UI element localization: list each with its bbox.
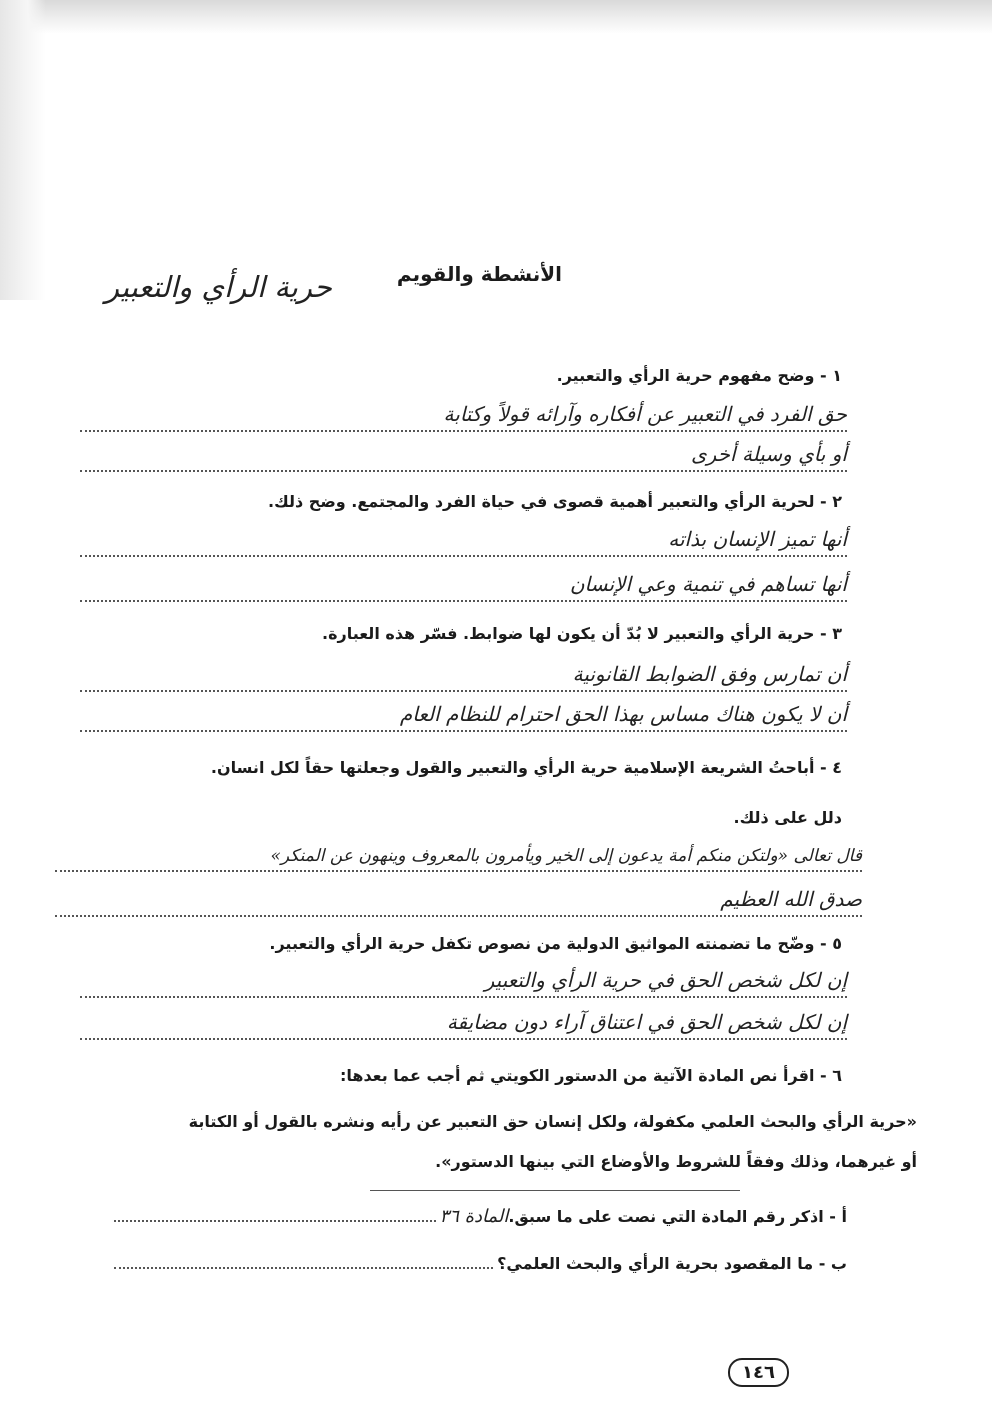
sub-question-b <box>110 1254 847 1273</box>
scan-edge-shadow <box>0 0 992 34</box>
constitution-quote-line-1: «حرية الرأي والبحث العلمي مكفولة، ولكل إنسان حق التعبير عن رأيه ونشره بالقول أو الكتابة <box>188 1112 917 1131</box>
constitution-quote-line-2: أو غيرهما، وذلك وفقاً للشروط والأوضاع التي بينها الدستور». <box>435 1152 917 1171</box>
answer-line <box>80 660 847 692</box>
handwritten-answer: إن لكل شخص الحق في حرية الرأي والتعبير <box>484 968 847 992</box>
handwritten-answer: إن لكل شخص الحق في اعتناق آراء دون مضايقة <box>446 1010 847 1034</box>
scan-edge-left-shadow <box>0 0 46 300</box>
handwritten-answer: أن لا يكون هناك مساس بهذا الحق احترام للنظام العام <box>399 702 847 726</box>
answer-line <box>80 440 847 472</box>
handwritten-title: حرية الرأي والتعبير <box>105 270 332 304</box>
answer-line <box>80 400 847 432</box>
handwritten-answer: أنها تساهم في تنمية وعي الإنسان <box>569 572 847 596</box>
answer-line <box>80 966 847 998</box>
divider <box>370 1190 740 1191</box>
handwritten-answer: صدق الله العظيم <box>720 887 862 911</box>
page-number: ١٤٦ <box>728 1358 789 1387</box>
question-1: ١ - وضح مفهوم حرية الرأي والتعبير. <box>556 366 842 385</box>
handwritten-answer: المادة ٣٦ <box>439 1206 509 1227</box>
question-6: ٦ - اقرأ نص المادة الآتية من الدستور الكويتي ثم أجب عما بعدها: <box>339 1066 842 1085</box>
sub-question-a <box>110 1206 847 1227</box>
answer-line <box>80 570 847 602</box>
handwritten-answer: أنها تميز الإنسان بذاته <box>668 527 847 551</box>
sub-question-b-text: ب - ما المقصود بحرية الرأي والبحث العلمي؟ <box>497 1254 847 1273</box>
question-3: ٣ - حرية الرأي والتعبير لا بُدّ أن يكون لها ضوابط. فسّر هذه العبارة. <box>322 624 842 643</box>
question-5: ٥ - وضّح ما تضمنته المواثيق الدولية من نصوص تكفل حرية الرأي والتعبير. <box>269 934 842 953</box>
handwritten-answer: أو بأي وسيلة أخرى <box>690 442 847 466</box>
handwritten-answer: حق الفرد في التعبير عن أفكاره وآرائه قولاً وكتابة <box>443 402 847 426</box>
handwritten-answer: قال تعالى «ولتكن منكم أمة يدعون إلى الخير ويأمرون بالمعروف وينهون عن المنكر» <box>270 846 862 866</box>
question-4: ٤ - أباحتُ الشريعة الإسلامية حرية الرأي والتعبير والقول وجعلتها حقاً لكل انسان. <box>210 758 842 777</box>
answer-line <box>80 525 847 557</box>
answer-line <box>55 885 862 917</box>
answer-dots <box>114 1219 436 1222</box>
question-4-sub-label: دلل على ذلك. <box>733 808 842 827</box>
answer-line <box>80 700 847 732</box>
question-2: ٢ - لحرية الرأي والتعبير أهمية قصوى في حياة الفرد والمجتمع. وضح ذلك. <box>268 492 842 511</box>
answer-line <box>80 1008 847 1040</box>
sub-question-a-text: أ - اذكر رقم المادة التي نصت على ما سبق. <box>508 1207 847 1226</box>
page-title: الأنشطة والقويم <box>396 262 562 286</box>
answer-dots <box>114 1266 493 1269</box>
answer-line <box>55 840 862 872</box>
handwritten-answer: أن تمارس وفق الضوابط القانونية <box>572 662 847 686</box>
